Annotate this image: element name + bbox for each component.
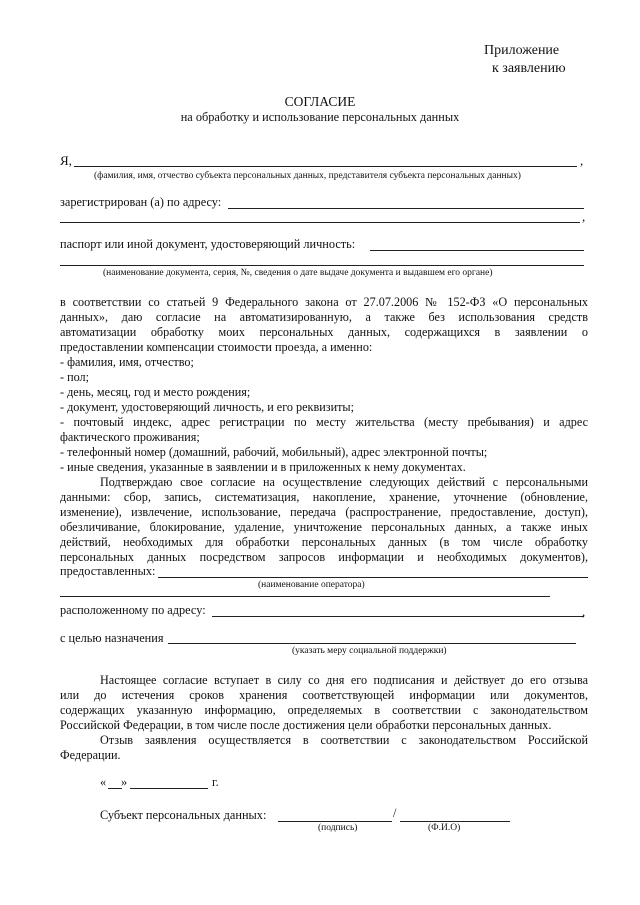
document-subtitle: на обработку и использование персональных данных	[180, 110, 460, 124]
paragraph-2-line: изменение), извлечение, использование, передача (распространение, предоставление, доступ),	[60, 505, 588, 519]
address-comma: ,	[582, 209, 586, 224]
date-year-suffix: г.	[212, 775, 219, 789]
purpose-label: с целью назначения	[60, 631, 164, 645]
passport-line-2[interactable]	[60, 265, 584, 266]
passport-label: паспорт или иной документ, удостоверяющий личность:	[60, 237, 356, 251]
passport-caption: (наименование документа, серия, №, сведения о дате выдаче документа и выдавшем его органе)	[103, 268, 493, 278]
paragraph-2-line: Подтверждаю свое согласие на осуществление следующих действий с персональными	[100, 475, 588, 489]
paragraph-3-line: содержащих указанную информацию, определяемых в соответствии с законодательством	[60, 703, 588, 717]
subject-label: Субъект персональных данных:	[100, 808, 267, 822]
passport-line-1[interactable]	[370, 250, 584, 251]
paragraph-2-line: данными: сбор, запись, систематизация, накопление, хранение, уточнение (обновление,	[60, 490, 588, 504]
list-item: - фамилия, имя, отчество;	[60, 355, 194, 369]
provided-label: предоставленных:	[60, 564, 156, 578]
paragraph-3-line: Настоящее согласие вступает в силу со дня его подписания и действует до его отзыва	[100, 673, 588, 687]
operator-caption: (наименование оператора)	[258, 580, 365, 590]
list-item: - пол;	[60, 370, 90, 384]
paragraph-3-line: или до истечения сроков хранения соответствующей информации или документов,	[60, 688, 588, 702]
list-item: - документ, удостоверяющий личность, и его реквизиты;	[60, 400, 354, 414]
address-line-1[interactable]	[228, 208, 584, 209]
located-line[interactable]	[212, 616, 584, 617]
address-label: зарегистрирован (а) по адресу:	[60, 195, 222, 209]
signature-caption: (подпись)	[318, 823, 358, 833]
signature-line[interactable]	[278, 821, 392, 822]
list-item: - иные сведения, указанные в заявлении и в приложенных к нему документах.	[60, 460, 466, 474]
paragraph-1-line: в соответствии со статьей 9 Федерального закона от 27.07.2006 № 152-ФЗ «О персональных	[60, 295, 588, 309]
paragraph-1-line: автоматизации обработку моих персональных данных, содержащихся в заявлении о	[60, 325, 588, 339]
list-item: - телефонный номер (домашний, рабочий, мобильный), адрес электронной почты;	[60, 445, 488, 459]
fullname-line[interactable]	[74, 166, 577, 167]
located-label: расположенному по адресу:	[60, 603, 206, 617]
paragraph-3-line: Российской Федерации, в том числе после достижения цели обработки персональных данных.	[60, 718, 552, 732]
i-label: Я,	[60, 153, 72, 168]
located-comma: ,	[582, 604, 586, 619]
fullname-comma: ,	[580, 153, 584, 168]
paragraph-4-line: Отзыв заявления осуществляется в соответствии с законодательством Российской	[100, 733, 588, 747]
date-month-line[interactable]	[130, 788, 208, 789]
paragraph-2-line: персональных данных посредством запросов информации и необходимых документов),	[60, 550, 588, 564]
purpose-line[interactable]	[168, 643, 576, 644]
purpose-caption: (указать меру социальной поддержки)	[292, 646, 447, 656]
operator-line[interactable]	[158, 577, 588, 578]
list-item: - день, месяц, год и место рождения;	[60, 385, 251, 399]
signature-slash: /	[393, 806, 397, 820]
paragraph-2-line: действий, необходимых для обработки персональных данных (в том числе обработку	[60, 535, 588, 549]
date-day-line[interactable]	[108, 788, 122, 789]
fio-caption: (Ф.И.О)	[428, 823, 461, 833]
paragraph-1-line: предоставлении компенсации стоимости проезда, а именно:	[60, 340, 373, 354]
date-open-quote: «	[100, 775, 107, 789]
paragraph-4-line: Федерации.	[60, 748, 121, 762]
fio-line[interactable]	[400, 821, 510, 822]
paragraph-2-line: обезличивание, блокирование, удаление, уничтожение персональных данных, а также иных	[60, 520, 588, 534]
appendix-sublabel: к заявлению	[492, 61, 566, 76]
address-line-2[interactable]	[60, 222, 580, 223]
appendix-label: Приложение	[484, 43, 560, 58]
document-title: СОГЛАСИЕ	[284, 94, 356, 109]
list-item: фактического проживания;	[60, 430, 200, 444]
date-close-quote: »	[121, 775, 128, 789]
list-item: - почтовый индекс, адрес регистрации по месту жительства (месту пребывания) и адрес	[60, 415, 588, 429]
operator-line-2[interactable]	[60, 596, 550, 597]
paragraph-1-line: данных», даю согласие на автоматизированную, а также без использования средств	[60, 310, 588, 324]
fullname-caption: (фамилия, имя, отчество субъекта персональных данных, представителя субъекта персональных данных)	[94, 171, 521, 181]
